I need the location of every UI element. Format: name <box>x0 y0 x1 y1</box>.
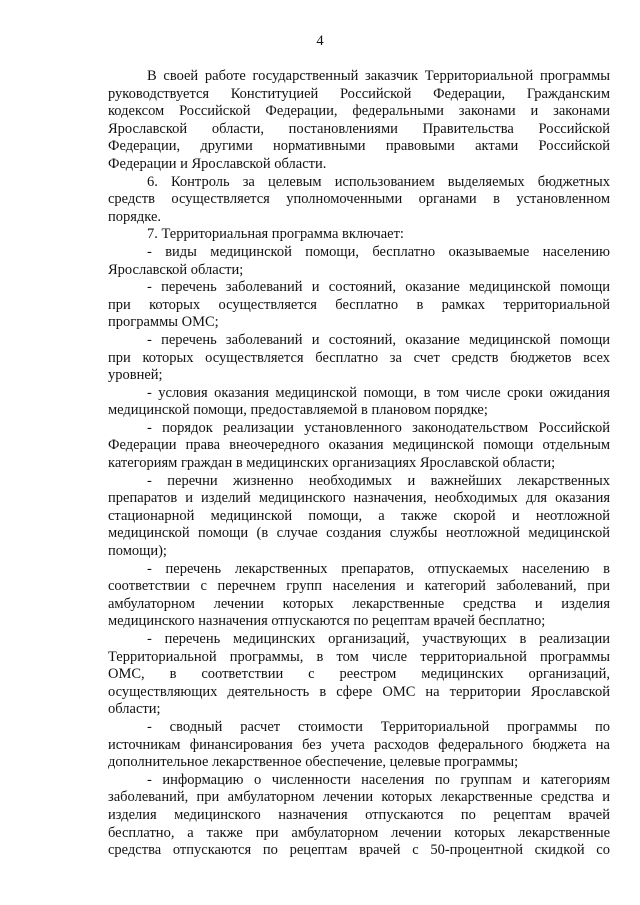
text-line: - перечни жизненно необходимых и важнейших лекарственных <box>147 472 610 489</box>
text-line: источникам финансирования без учета расходов федерального бюджета на <box>108 736 610 753</box>
text-line: изделия медицинского назначения отпускаются по рецептам врачей <box>108 806 610 823</box>
text-line: - порядок реализации установленного законодательством Российской <box>147 419 610 436</box>
text-line: - виды медицинской помощи, бесплатно оказываемые населению <box>147 243 610 260</box>
text-line: Ярославской области, постановлениями Правительства Российской <box>108 120 610 137</box>
text-line: Ярославской области; <box>108 261 244 278</box>
text-line: 7. Территориальная программа включает: <box>147 226 404 243</box>
text-line: Федерации права внеочередного оказания медицинской помощи отдельным <box>108 437 610 454</box>
text-line: при которых осуществляется бесплатно в рамках территориальной <box>108 296 610 313</box>
text-line: кодексом Российской Федерации, федеральными законами и законами <box>108 103 610 120</box>
text-line: области; <box>108 701 161 718</box>
text-line: стационарной медицинской помощи, а также скорой и неотложной <box>108 507 610 524</box>
text-line: - перечень медицинских организаций, участвующих в реализации <box>147 631 610 647</box>
text-line: медицинской помощи, предоставляемой в плановом порядке; <box>108 402 488 419</box>
text-line: - условия оказания медицинской помощи, в том числе сроки ожидания <box>147 384 610 401</box>
text-line: соответствии с перечнем групп населения и категорий заболеваний, при <box>108 578 610 595</box>
text-line: В своей работе государственный заказчик Территориальной программы <box>147 68 610 84</box>
text-line: программы ОМС; <box>108 314 219 331</box>
text-line: - сводный расчет стоимости Территориальной программы по <box>147 718 610 735</box>
text-line: порядке. <box>108 208 162 225</box>
text-line: - информацию о численности населения по группам и категориям <box>147 771 610 788</box>
text-line: при которых осуществляется бесплатно за счет средств бюджетов всех <box>108 349 610 366</box>
text-line: амбулаторном лечении которых лекарственные средства и изделия <box>108 595 610 612</box>
text-line: Федерации и Ярославской области. <box>108 155 327 172</box>
text-line: средств осуществляется уполномоченными органами в установленном <box>108 191 610 208</box>
text-line: дополнительное лекарственное обеспечение, целевые программы; <box>108 754 519 771</box>
text-line: - перечень заболеваний и состояний, оказание медицинской помощи <box>147 279 610 296</box>
document-body <box>108 68 610 860</box>
text-line: категориям граждан в медицинских организациях Ярославской области; <box>108 455 556 472</box>
text-line: медицинской помощи (в случае создания службы неотложной медицинской <box>108 525 610 542</box>
text-line: препаратов и изделий медицинского назначения, необходимых для оказания <box>108 490 610 507</box>
text-line: осуществляющих деятельность в сфере ОМС на территории Ярославской <box>108 683 610 700</box>
text-line: средства отпускаются по рецептам врачей с 50-процентной скидкой со <box>108 842 610 859</box>
text-line: уровней; <box>108 367 163 384</box>
text-line: заболеваний, при амбулаторном лечении которых лекарственные средства и <box>108 789 610 806</box>
text-line: - перечень лекарственных препаратов, отпускаемых населению в <box>147 560 610 577</box>
page-number: 4 <box>316 33 324 49</box>
text-line: Территориальной программы, в том числе территориальной программы <box>108 648 610 665</box>
text-line: Федерации, другими нормативными правовыми актами Российской <box>108 138 610 155</box>
text-line: руководствуется Конституцией Российской Федерации, Гражданским <box>108 85 610 102</box>
text-line: 6. Контроль за целевым использованием выделяемых бюджетных <box>147 173 610 190</box>
text-line: - перечень заболеваний и состояний, оказание медицинской помощи <box>147 331 610 348</box>
text-line: ОМС, в соответствии с реестром медицинских организаций, <box>108 666 610 683</box>
text-line: медицинского назначения отпускаются по рецептам врачей бесплатно; <box>108 613 546 630</box>
text-line: помощи); <box>108 543 167 560</box>
text-line: бесплатно, а также при амбулаторном лечении которых лекарственные <box>108 824 610 841</box>
